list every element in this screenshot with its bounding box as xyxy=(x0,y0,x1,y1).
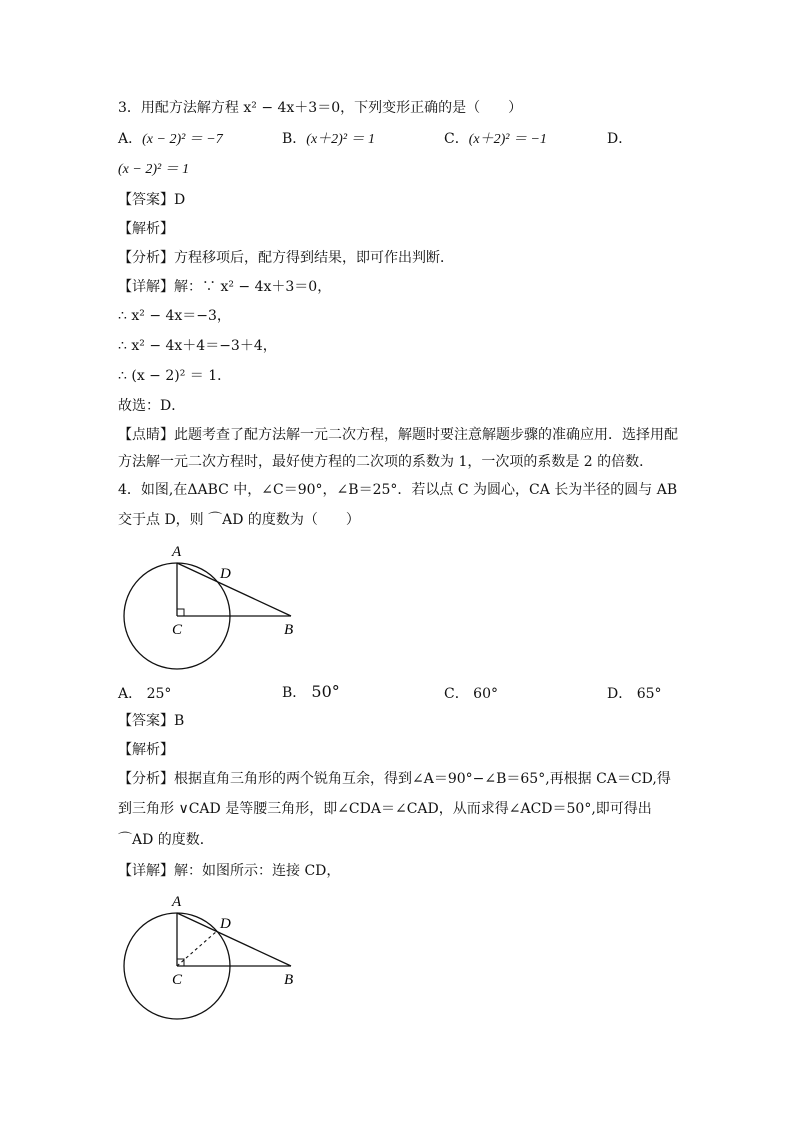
q4-answer: 【答案】B xyxy=(118,713,185,729)
q4-option-b: B． 50° xyxy=(282,682,340,701)
q3-fenxi: 【分析】方程移项后，配方得到结果，即可作出判断． xyxy=(118,250,454,266)
q4-fenxi-2: 到三角形 ∨CAD 是等腰三角形，即∠CDA＝∠CAD，从而求得∠ACD＝50°,即可得出 xyxy=(118,801,652,817)
q4-xiangjie: 【详解】解：如图所示：连接 CD， xyxy=(118,863,341,879)
q3-answer: 【答案】D xyxy=(118,192,186,208)
label-a: A xyxy=(172,544,182,560)
q3-choose: 故选：D． xyxy=(118,398,186,414)
q3-option-b: B．(x＋2)² ＝ 1 xyxy=(282,131,376,147)
q4-analysis-tag: 【解析】 xyxy=(118,742,174,758)
label-d: D xyxy=(220,916,231,932)
segment-ab xyxy=(177,913,291,966)
label-c: C xyxy=(172,972,183,988)
label-c: C xyxy=(172,622,183,638)
q3-dianjing-2: 方法解一元二次方程时，最好使方程的二次项的系数为 1，一次项的系数是 2 的倍数． xyxy=(118,454,654,470)
q4-option-d: D． 65° xyxy=(607,686,662,702)
label-b: B xyxy=(284,622,294,638)
right-angle-mark xyxy=(177,609,184,616)
q3-analysis-tag: 【解析】 xyxy=(118,221,174,237)
q3-option-a: A．(x − 2)² ＝ −7 xyxy=(118,131,223,147)
q3-option-c: C．(x＋2)² ＝ −1 xyxy=(444,131,547,147)
q4-fenxi-1: 【分析】根据直角三角形的两个锐角互余，得到∠A＝90°−∠B＝65°,再根据 CA＝CD,得 xyxy=(118,771,671,787)
q3-dianjing-1: 【点睛】此题考查了配方法解一元二次方程，解题时要注意解题步骤的准确应用．选择用配 xyxy=(118,427,678,443)
q4-option-c: C． 60° xyxy=(444,686,498,702)
q4-figure-2 xyxy=(116,890,316,1025)
q3-option-d: D． xyxy=(607,131,633,147)
q4-option-a: A． 25° xyxy=(118,686,172,702)
q4-fenxi-3: ⌒AD 的度数． xyxy=(118,832,214,848)
q4-figure-1 xyxy=(116,540,316,675)
q3-option-d-cont: (x − 2)² ＝ 1 xyxy=(118,162,190,177)
q4-stem-1: 4．如图,在ΔABC 中，∠C＝90°，∠B＝25°．若以点 C 为圆心，CA 长为半径的圆与 AB xyxy=(118,482,678,498)
q3-step2: ∴ x² − 4x＋4＝−3＋4， xyxy=(118,338,277,354)
segment-ab xyxy=(177,563,291,616)
q3-step1: ∴ x² − 4x＝−3， xyxy=(118,308,231,324)
q4-stem-2: 交于点 D，则 ⌒AD 的度数为（ ） xyxy=(118,512,360,528)
q3-stem: 3．用配方法解方程 x² − 4x＋3＝0，下列变形正确的是（ ） xyxy=(118,100,523,116)
q3-xiangjie: 【详解】解：∵ x² − 4x＋3＝0， xyxy=(118,279,332,295)
segment-cd-dashed xyxy=(177,931,217,966)
label-a: A xyxy=(172,894,182,910)
label-b: B xyxy=(284,972,294,988)
q3-step3: ∴ (x − 2)² ＝ 1． xyxy=(118,368,232,384)
label-d: D xyxy=(220,566,231,582)
